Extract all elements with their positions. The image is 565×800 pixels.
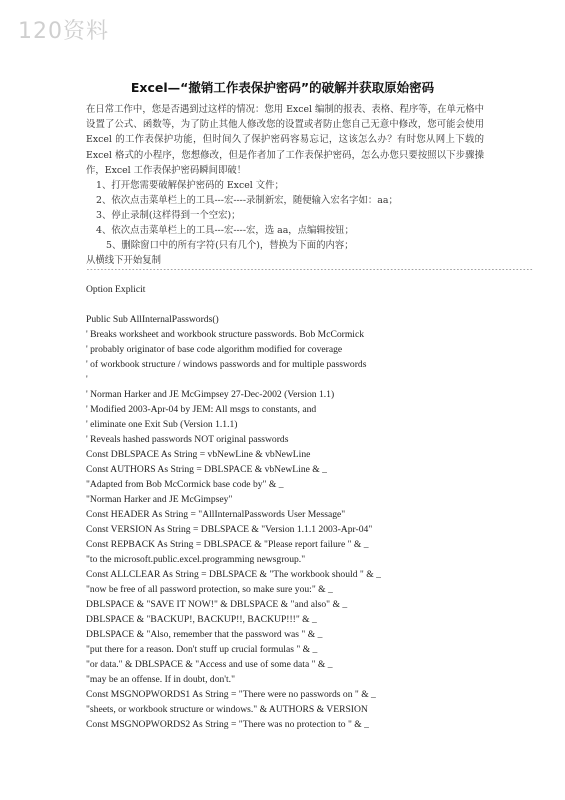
step-2: 2、依次点击菜单栏上的工具---宏----录制新宏，随便输入宏名字如：aa； [96,195,398,206]
code-line [86,297,506,312]
code-line: ' Modified 2003-Apr-04 by JEM: All msgs to constants, and [86,404,317,415]
code-line: ' Norman Harker and JE McGimpsey 27-Dec-2002 (Version 1.1) [86,389,335,400]
intro-paragraph: 在日常工作中，您是否遇到过这样的情况：您用 Excel 编制的报表、表格、程序等，在单元格中设置了公式、函数等，为了防止其他人修改您的设置或者防止您自己无意中修改，您可能会使用 Excel 的工作表保护功能，但时间久了保护密码容易忘记，这该怎么办？有时您从网上下载的 Excel 格式的小程序，您想修改，但是作者加了工作表保护密码，怎么办您只要按照以下步骤操作，Excel 工作表保护密码瞬间即破！ [86,104,484,176]
code-line: Const AUTHORS As String = DBLSPACE & vbNewLine & _ [86,464,327,475]
code-line: "now be free of all password protection, so make sure you:" & _ [86,584,333,595]
code-line: ' Reveals hashed passwords NOT original passwords [86,434,289,445]
step-3: 3、停止录制(这样得到一个空宏)； [96,210,241,221]
step-4: 4、依次点击菜单栏上的工具---宏----宏，选 aa，点编辑按钮； [96,225,354,236]
code-line: Const REPBACK As String = DBLSPACE & "Please report failure " & _ [86,539,369,550]
code-line: Option Explicit [86,284,146,295]
code-line: "may be an offense. If in doubt, don't." [86,674,235,685]
code-line: DBLSPACE & "SAVE IT NOW!" & DBLSPACE & "and also" & _ [86,599,348,610]
code-line: "Adapted from Bob McCormick base code by" & _ [86,479,284,490]
step-1: 1、打开您需要破解保护密码的 Excel 文件； [96,180,284,191]
steps-list [86,178,486,268]
code-line: ' [86,374,88,385]
code-line: ' eliminate one Exit Sub (Version 1.1.1) [86,419,238,430]
code-line: "to the microsoft.public.excel.programming newsgroup." [86,554,306,565]
copy-instruction: 从横线下开始复制 [86,255,162,266]
code-line: DBLSPACE & "BACKUP!, BACKUP!!, BACKUP!!!" & _ [86,614,317,625]
document-title: Excel—“撤销工作表保护密码”的破解并获取原始密码 [130,80,435,95]
code-line: Const VERSION As String = DBLSPACE & "Version 1.1.1 2003-Apr-04" [86,524,373,535]
code-line: "or data." & DBLSPACE & "Access and use of some data " & _ [86,659,333,670]
vba-code-block [86,282,506,732]
code-line: "sheets, or workbook structure or windows." & AUTHORS & VERSION [86,704,368,715]
code-line: Const DBLSPACE As String = vbNewLine & vbNewLine [86,449,311,460]
code-line: ' of workbook structure / windows passwords and for multiple passwords [86,359,367,370]
step-5: 5、删除窗口中的所有字符(只有几个)，替换为下面的内容； [106,240,354,251]
code-line: Const HEADER As String = "AllInternalPasswords User Message" [86,509,346,520]
code-line: Const ALLCLEAR As String = DBLSPACE & "The workbook should " & _ [86,569,381,580]
code-line: "put there for a reason. Don't stuff up crucial formulas " & _ [86,644,318,655]
code-line: Const MSGNOPWORDS1 As String = "There were no passwords on " & _ [86,689,376,700]
dashed-divider: -------------------------------------------------------------------------------------------------------------------------------- [86,266,533,273]
code-line: ' probably originator of base code algorithm modified for coverage [86,344,343,355]
code-line: DBLSPACE & "Also, remember that the password was " & _ [86,629,323,640]
code-line: Const MSGNOPWORDS2 As String = "There was no protection to " & _ [86,719,369,730]
code-line: ' Breaks worksheet and workbook structure passwords. Bob McCormick [86,329,365,340]
code-line: "Norman Harker and JE McGimpsey" [86,494,233,505]
watermark-logo: 120资料 [18,19,109,44]
code-line: Public Sub AllInternalPasswords() [86,314,219,325]
